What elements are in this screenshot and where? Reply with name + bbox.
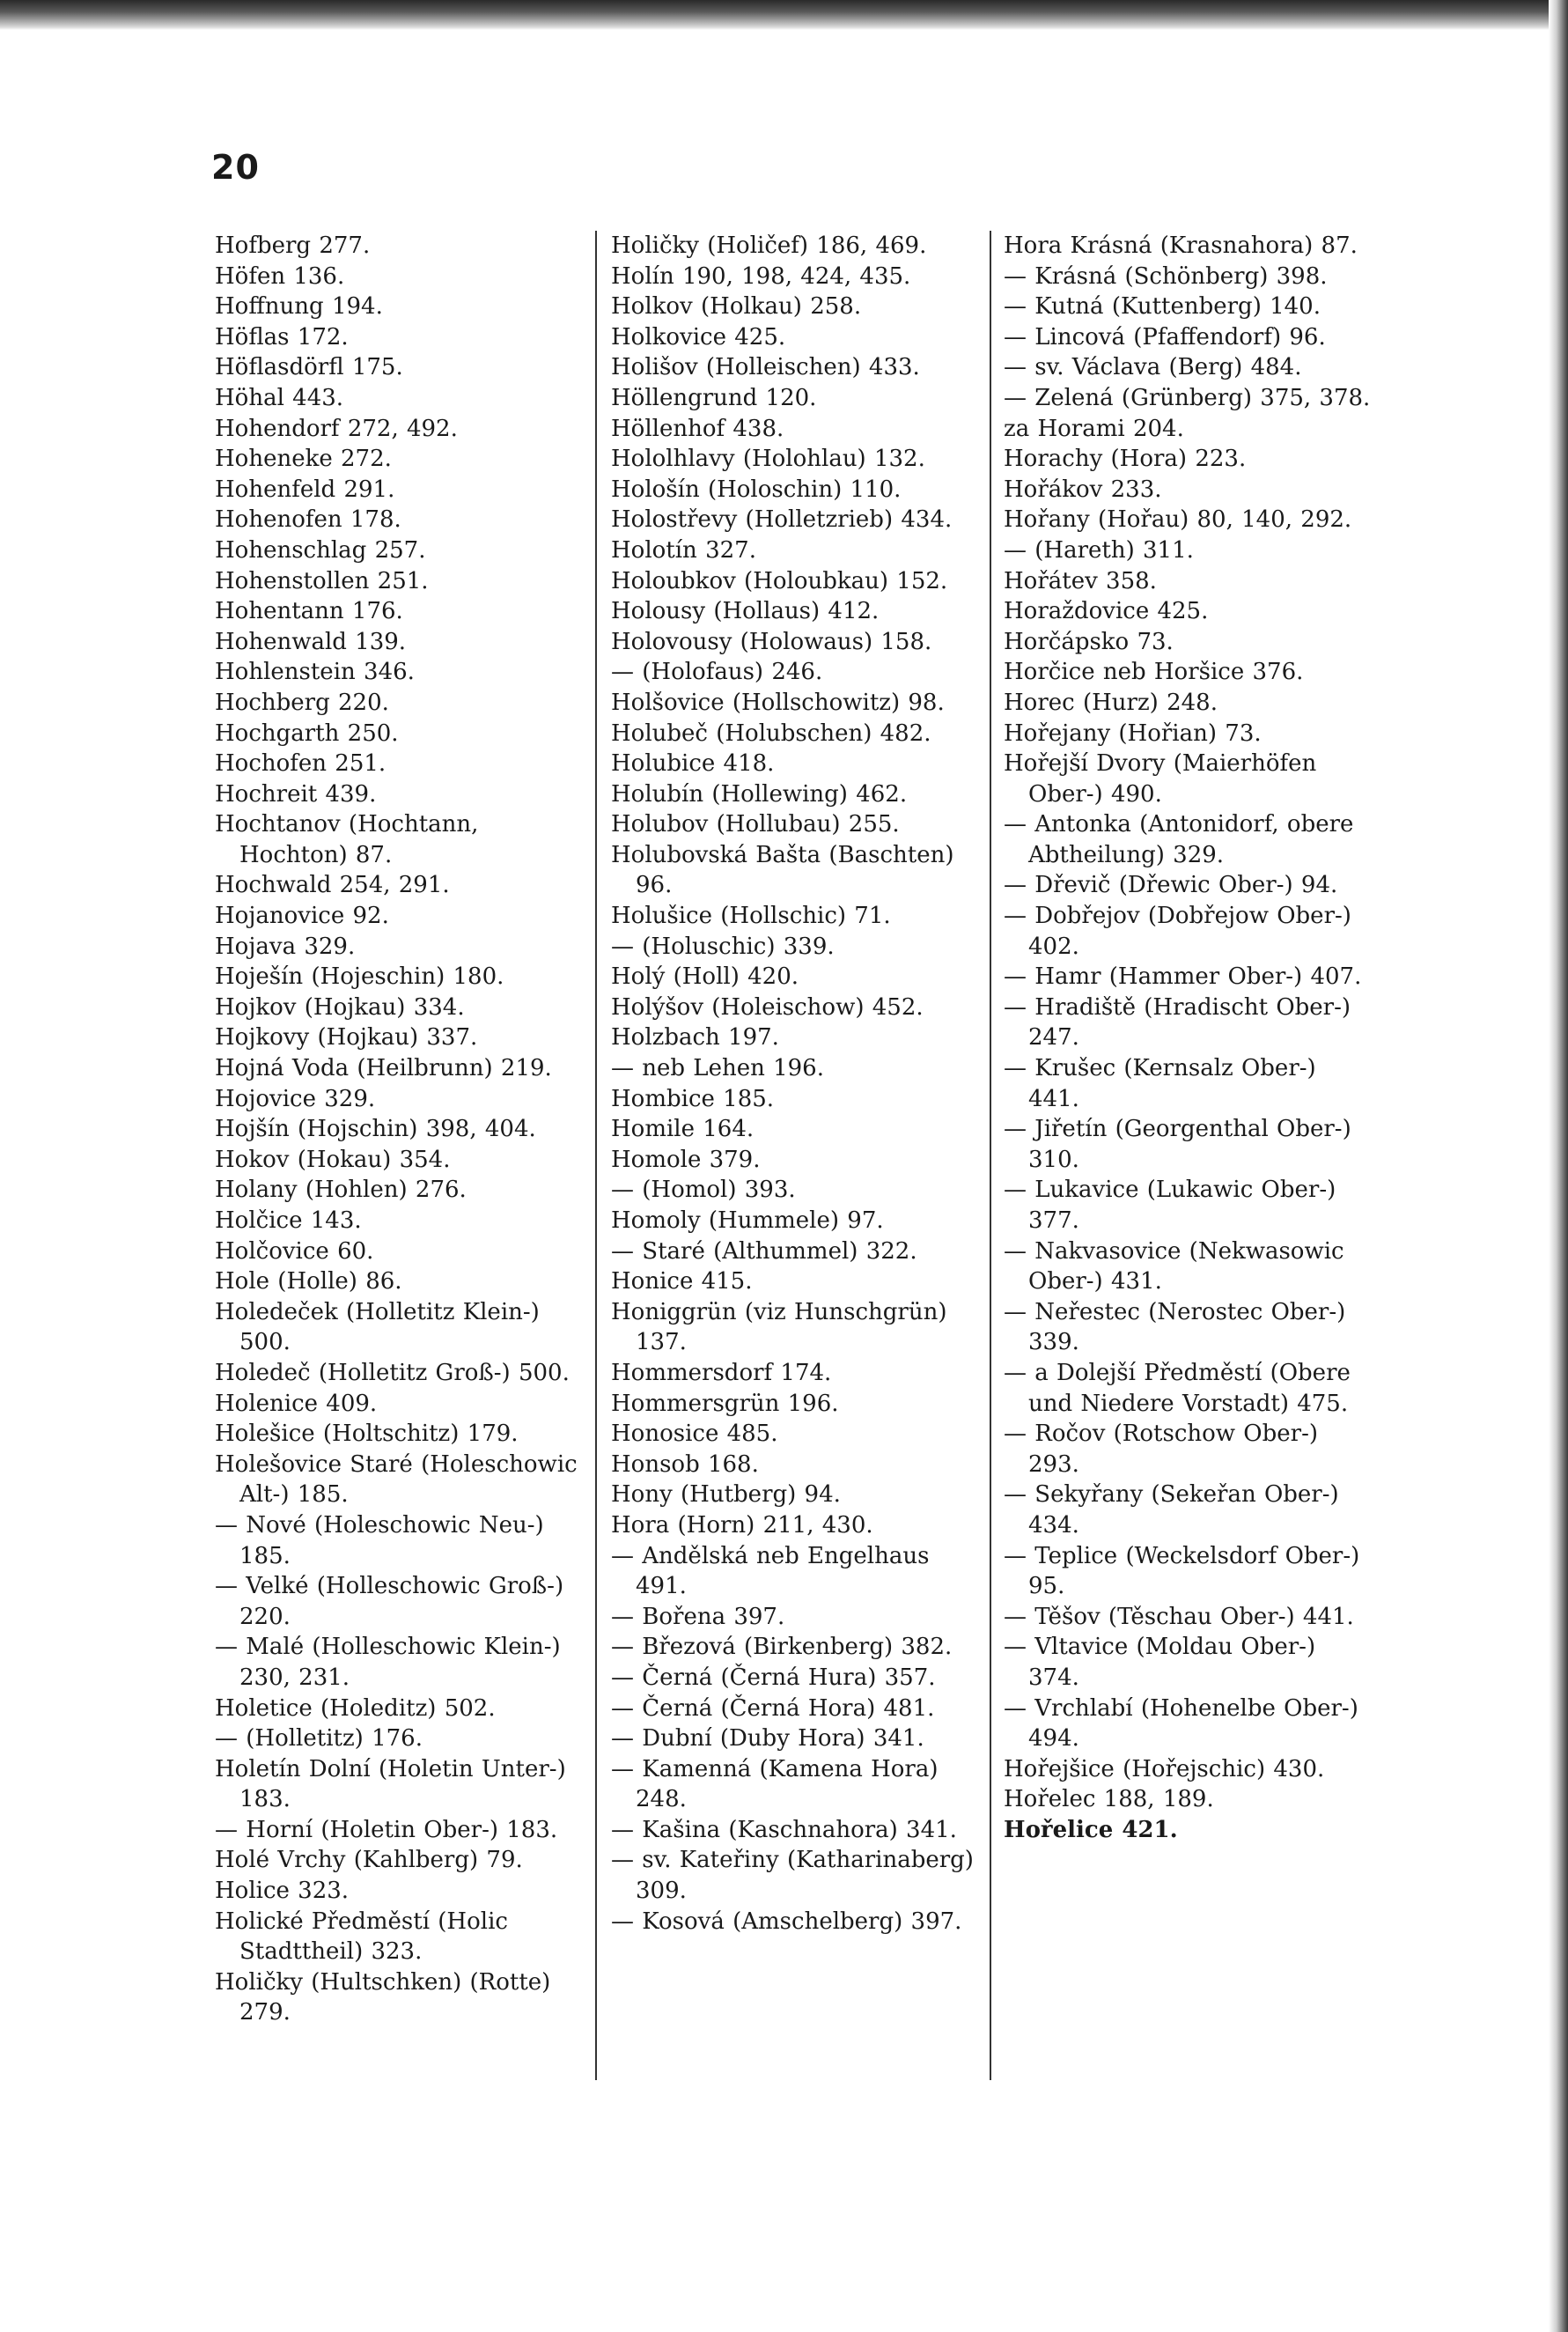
column-divider (990, 231, 991, 2080)
index-entry: — Černá (Černá Hura) 357. (611, 1664, 936, 1691)
index-entry: Holubín (Hollewing) 462. (611, 780, 908, 808)
index-entry: Holedeček (Holletitz Klein-) 500. (215, 1298, 540, 1356)
index-entry: Holín 190, 198, 424, 435. (611, 262, 911, 290)
index-entry: Hommersgrün 196. (611, 1390, 839, 1417)
index-entry: Hochtanov (Hochtann, Hochton) 87. (215, 811, 479, 868)
index-entry: Hora (Horn) 211, 430. (611, 1511, 873, 1539)
index-entry: — Horní (Holetin Ober-) 183. (215, 1816, 558, 1843)
index-entry: — Andělská neb Engelhaus 491. (611, 1542, 930, 1600)
index-entry: Hološín (Holoschin) 110. (611, 476, 902, 503)
index-entry: Hořákov 233. (1004, 476, 1162, 503)
index-entry: — (Hareth) 311. (1004, 536, 1194, 564)
index-entry: Horčice neb Horšice 376. (1004, 659, 1304, 686)
index-entry: — (Homol) 393. (611, 1177, 796, 1204)
index-entry: Hohenschlag 257. (215, 536, 426, 564)
index-entry: — Dřevič (Dřewic Ober-) 94. (1004, 872, 1338, 899)
index-entry: — Březová (Birkenberg) 382. (611, 1634, 953, 1661)
index-entry: Hoješín (Hojeschin) 180. (215, 963, 504, 991)
index-entry: — (Holletitz) 176. (215, 1725, 423, 1753)
index-entry: Hohenfeld 291. (215, 476, 395, 503)
index-entry: Holešice (Holtschitz) 179. (215, 1421, 519, 1448)
index-entry: Hokov (Hokau) 354. (215, 1146, 451, 1173)
index-entry: Hojava 329. (215, 933, 356, 960)
index-entry: Horec (Hurz) 248. (1004, 689, 1218, 716)
index-column-3 (1004, 231, 1373, 1845)
index-entry: Hochwald 254, 291. (215, 872, 450, 899)
index-entry: Hochreit 439. (215, 780, 377, 808)
index-entry: Hořejší Dvory (Maierhöfen Ober-) 490. (1004, 750, 1317, 808)
index-entry: Hojšín (Hojschin) 398, 404. (215, 1116, 536, 1143)
index-entry: — Vltavice (Moldau Ober-) 374. (1004, 1634, 1316, 1691)
index-entry: — Dubní (Duby Hora) 341. (611, 1725, 924, 1753)
index-entry: Holousy (Hollaus) 412. (611, 598, 880, 625)
index-entry: — neb Lehen 196. (611, 1055, 824, 1082)
index-entry: Höfen 136. (215, 262, 345, 290)
index-entry: — Kosová (Amschelberg) 397. (611, 1908, 962, 1935)
index-entry: Homile 164. (611, 1116, 755, 1143)
index-entry: — Nové (Holeschowic Neu-) 185. (215, 1511, 544, 1569)
index-entry: Holubovská Bašta (Baschten) 96. (611, 841, 954, 899)
index-entry: Holoubkov (Holoubkau) 152. (611, 567, 948, 594)
index-entry: Höllenhof 438. (611, 415, 784, 442)
scan-shadow-right (1549, 0, 1568, 2332)
index-entry: Hojná Voda (Heilbrunn) 219. (215, 1055, 552, 1082)
index-entry: Holčovice 60. (215, 1237, 374, 1265)
index-entry: — Sekyřany (Sekeřan Ober-) 434. (1004, 1481, 1339, 1539)
index-entry: Hohenwald 139. (215, 628, 407, 655)
index-entry: Honosice 485. (611, 1421, 778, 1448)
index-entry: Holubeč (Holubschen) 482. (611, 720, 931, 747)
index-entry: — Kamenná (Kamena Hora) 248. (611, 1755, 939, 1813)
index-entry: Hochgarth 250. (215, 720, 399, 747)
index-entry: Honsob 168. (611, 1450, 759, 1478)
index-entry: Holubov (Hollubau) 255. (611, 811, 900, 838)
index-entry: Hole (Holle) 86. (215, 1268, 402, 1295)
index-entry: Hojanovice 92. (215, 903, 389, 930)
index-entry: Hora Krásná (Krasnahora) 87. (1004, 232, 1358, 259)
index-entry: — Teplice (Weckelsdorf Ober-) 95. (1004, 1542, 1360, 1600)
index-entry: — Lukavice (Lukawic Ober-) 377. (1004, 1177, 1336, 1234)
index-entry: Holešovice Staré (Holeschowic Alt-) 185. (215, 1450, 578, 1509)
index-entry: Honiggrün (viz Hunschgrün) 137. (611, 1298, 947, 1356)
index-entry: Hohenstollen 251. (215, 567, 429, 594)
index-entry: — sv. Kateřiny (Katharinaberg) 309. (611, 1847, 974, 1905)
index-entry: Hommersdorf 174. (611, 1359, 832, 1386)
index-entry: Holenice 409. (215, 1390, 378, 1417)
index-entry: — a Dolejší Předměstí (Obere und Niedere Vorstadt) 475. (1004, 1359, 1351, 1417)
index-entry: — Staré (Althummel) 322. (611, 1237, 917, 1265)
index-entry: Hololhlavy (Holohlau) 132. (611, 446, 925, 473)
index-entry: Honice 415. (611, 1268, 753, 1295)
index-entry: Höllengrund 120. (611, 384, 817, 411)
index-entry: Horaždovice 425. (1004, 598, 1209, 625)
index-entry: Hořejany (Hořian) 73. (1004, 720, 1262, 747)
index-entry: Hořelice 421. (1004, 1816, 1178, 1843)
index-entry: — Neřestec (Nerostec Ober-) 339. (1004, 1298, 1346, 1356)
index-entry: Holšovice (Hollschowitz) 98. (611, 689, 945, 716)
scan-shadow-top (0, 0, 1568, 30)
index-entry: Holušice (Hollschic) 71. (611, 903, 891, 930)
index-entry: Holkovice 425. (611, 323, 786, 351)
index-entry: za Horami 204. (1004, 415, 1184, 442)
index-entry: Holostřevy (Holletzrieb) 434. (611, 506, 953, 534)
page-number: 20 (211, 148, 260, 187)
index-entry: Hojkov (Hojkau) 334. (215, 993, 465, 1021)
column-divider (595, 231, 597, 2080)
index-entry: Horčápsko 73. (1004, 628, 1174, 655)
index-entry: — Těšov (Těschau Ober-) 441. (1004, 1603, 1354, 1630)
index-entry: Holice 323. (215, 1878, 350, 1905)
index-entry: Hořátev 358. (1004, 567, 1157, 594)
index-entry: Holičky (Holičef) 186, 469. (611, 232, 927, 259)
index-entry: — sv. Václava (Berg) 484. (1004, 354, 1302, 381)
index-column-2 (611, 231, 979, 1937)
index-entry: Holý (Holl) 420. (611, 963, 799, 991)
index-entry: Holičky (Hultschken) (Rotte) 279. (215, 1968, 551, 2026)
index-entry: Holovousy (Holowaus) 158. (611, 628, 932, 655)
index-entry: Holýšov (Holeischow) 452. (611, 993, 924, 1021)
index-entry: Holčice 143. (215, 1207, 362, 1234)
index-entry: — Hradiště (Hradischt Ober-) 247. (1004, 993, 1351, 1052)
index-entry: Homole 379. (611, 1146, 761, 1173)
index-entry: — (Holofaus) 246. (611, 659, 823, 686)
index-entry: — Velké (Holleschowic Groß-) 220. (215, 1573, 564, 1630)
index-entry: Hojovice 329. (215, 1085, 376, 1112)
index-entry: Hořelec 188, 189. (1004, 1786, 1214, 1813)
index-entry: Holišov (Holleischen) 433. (611, 354, 920, 381)
index-entry: Holetín Dolní (Holetin Unter-) 183. (215, 1755, 566, 1813)
index-entry: Hofberg 277. (215, 232, 371, 259)
index-entry: Hoheneke 272. (215, 446, 392, 473)
index-entry: Holkov (Holkau) 258. (611, 293, 862, 321)
index-entry: — Vrchlabí (Hohenelbe Ober-) 494. (1004, 1694, 1358, 1753)
index-entry: Hochofen 251. (215, 750, 386, 778)
index-entry: Hořejšice (Hořejschic) 430. (1004, 1755, 1325, 1782)
index-entry: — Krušec (Kernsalz Ober-) 441. (1004, 1055, 1316, 1112)
index-entry: Holedeč (Holletitz Groß-) 500. (215, 1359, 570, 1386)
index-entry: Hombice 185. (611, 1085, 775, 1112)
index-entry: — (Holuschic) 339. (611, 933, 835, 960)
index-entry: — Dobřejov (Dobřejow Ober-) 402. (1004, 903, 1351, 960)
index-entry: Hohlenstein 346. (215, 659, 415, 686)
index-entry: — Bořena 397. (611, 1603, 785, 1630)
index-column-1 (215, 231, 585, 2028)
index-entry: Horachy (Hora) 223. (1004, 446, 1247, 473)
index-entry: — Nakvasovice (Nekwasowic Ober-) 431. (1004, 1237, 1344, 1295)
index-entry: Höflasdörfl 175. (215, 354, 403, 381)
index-entry: — Kutná (Kuttenberg) 140. (1004, 293, 1321, 321)
index-entry: Hoffnung 194. (215, 293, 383, 321)
index-entry: — Zelená (Grünberg) 375, 378. (1004, 384, 1371, 411)
index-entry: Hořany (Hořau) 80, 140, 292. (1004, 506, 1352, 534)
index-entry: — Ročov (Rotschow Ober-) 293. (1004, 1421, 1319, 1478)
index-entry: Hohendorf 272, 492. (215, 415, 458, 442)
index-entry: Höflas 172. (215, 323, 349, 351)
index-entry: — Černá (Černá Hora) 481. (611, 1694, 935, 1722)
index-entry: — Kašina (Kaschnahora) 341. (611, 1816, 957, 1843)
index-entry: Hojkovy (Hojkau) 337. (215, 1024, 478, 1052)
index-entry: Holé Vrchy (Kahlberg) 79. (215, 1847, 523, 1874)
index-entry: — Hamr (Hammer Ober-) 407. (1004, 963, 1362, 991)
index-entry: Hony (Hutberg) 94. (611, 1481, 841, 1509)
index-entry: Holany (Hohlen) 276. (215, 1177, 467, 1204)
index-entry: — Antonka (Antonidorf, obere Abtheilung) 329. (1004, 811, 1354, 868)
index-entry: — Krásná (Schönberg) 398. (1004, 262, 1328, 290)
index-entry: Holzbach 197. (611, 1024, 779, 1052)
index-entry: — Lincová (Pfaffendorf) 96. (1004, 323, 1326, 351)
index-entry: Hochberg 220. (215, 689, 389, 716)
index-entry: Holubice 418. (611, 750, 775, 778)
index-entry: Homoly (Hummele) 97. (611, 1207, 884, 1234)
index-entry: — Jiřetín (Georgenthal Ober-) 310. (1004, 1116, 1351, 1173)
index-entry: Hohenofen 178. (215, 506, 401, 534)
index-entry: Holetice (Holeditz) 502. (215, 1694, 496, 1722)
index-entry: Holotín 327. (611, 536, 756, 564)
index-entry: Hohentann 176. (215, 598, 403, 625)
index-entry: Holické Předměstí (Holic Stadttheil) 323. (215, 1908, 508, 1966)
index-entry: Höhal 443. (215, 384, 344, 411)
index-entry: — Malé (Holleschowic Klein-) 230, 231. (215, 1634, 561, 1691)
